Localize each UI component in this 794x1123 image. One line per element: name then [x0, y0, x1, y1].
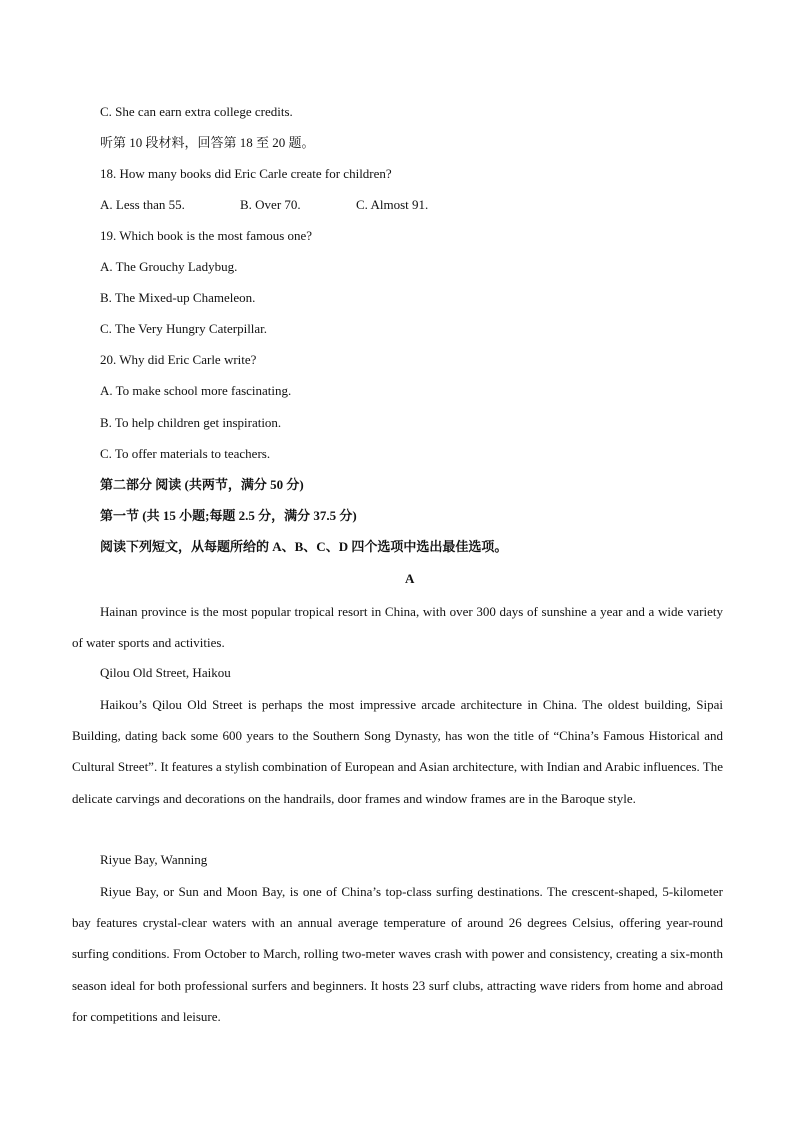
q20-option-b: B. To help children get inspiration. [100, 415, 282, 430]
q18-question: 18. How many books did Eric Carle create for children? [100, 166, 392, 181]
passage-intro: Hainan province is the most popular tropical resort in China, with over 300 days of sunshine a year and a wide variety of water sports and activities. [72, 604, 723, 651]
passage-label: A [405, 571, 415, 586]
q18-option-a: A. Less than 55. [100, 197, 185, 212]
q18-option-c: C. Almost 91. [356, 197, 429, 212]
paragraph-qilou: Haikou’s Qilou Old Street is perhaps the most impressive arcade architecture in China. The oldest building, Sipai Building, dating back some 600 years to the Southern Song Dynasty, has won the title of “China’s Famous Historical and Cultural Street”. It features a stylish combination of European and Asian architecture, with Indian and Arabic influences. The delicate carvings and decorations on the handrails, door frames and window frames are in the Baroque style. [72, 697, 723, 806]
q19-option-a: A. The Grouchy Ladybug. [100, 259, 238, 274]
heading-qilou: Qilou Old Street, Haikou [100, 665, 231, 680]
paragraph-riyue: Riyue Bay, or Sun and Moon Bay, is one of China’s top-class surfing destinations. The crescent-shaped, 5-kilometer bay features crystal-clear waters with an annual average temperature of around 26 degrees Celsius, offering year-round surfing conditions. From October to March, rolling two-meter waves crash with power and consistency, creating a six-month season ideal for both professional surfers and beginners. It hosts 23 surf clubs, attracting wave riders from home and abroad for competitions and leisure. [72, 884, 723, 1024]
reading-part-title: 第二部分 阅读 (共两节，满分 50 分) [100, 477, 304, 492]
reading-instruction: 阅读下列短文，从每题所给的 A、B、C、D 四个选项中选出最佳选项。 [100, 539, 508, 554]
q18-options [100, 196, 428, 214]
heading-riyue: Riyue Bay, Wanning [100, 852, 208, 867]
q17-option-c: C. She can earn extra college credits. [100, 104, 293, 119]
section10-instruction: 听第 10 段材料，回答第 18 至 20 题。 [100, 135, 315, 150]
reading-section-title: 第一节 (共 15 小题;每题 2.5 分，满分 37.5 分) [100, 508, 357, 523]
q20-option-c: C. To offer materials to teachers. [100, 446, 271, 461]
q20-option-a: A. To make school more fascinating. [100, 383, 292, 398]
q20-question: 20. Why did Eric Carle write? [100, 352, 257, 367]
q19-question: 19. Which book is the most famous one? [100, 228, 313, 243]
q19-option-c: C. The Very Hungry Caterpillar. [100, 321, 268, 336]
q19-option-b: B. The Mixed-up Chameleon. [100, 290, 256, 305]
q18-option-b: B. Over 70. [240, 197, 301, 212]
